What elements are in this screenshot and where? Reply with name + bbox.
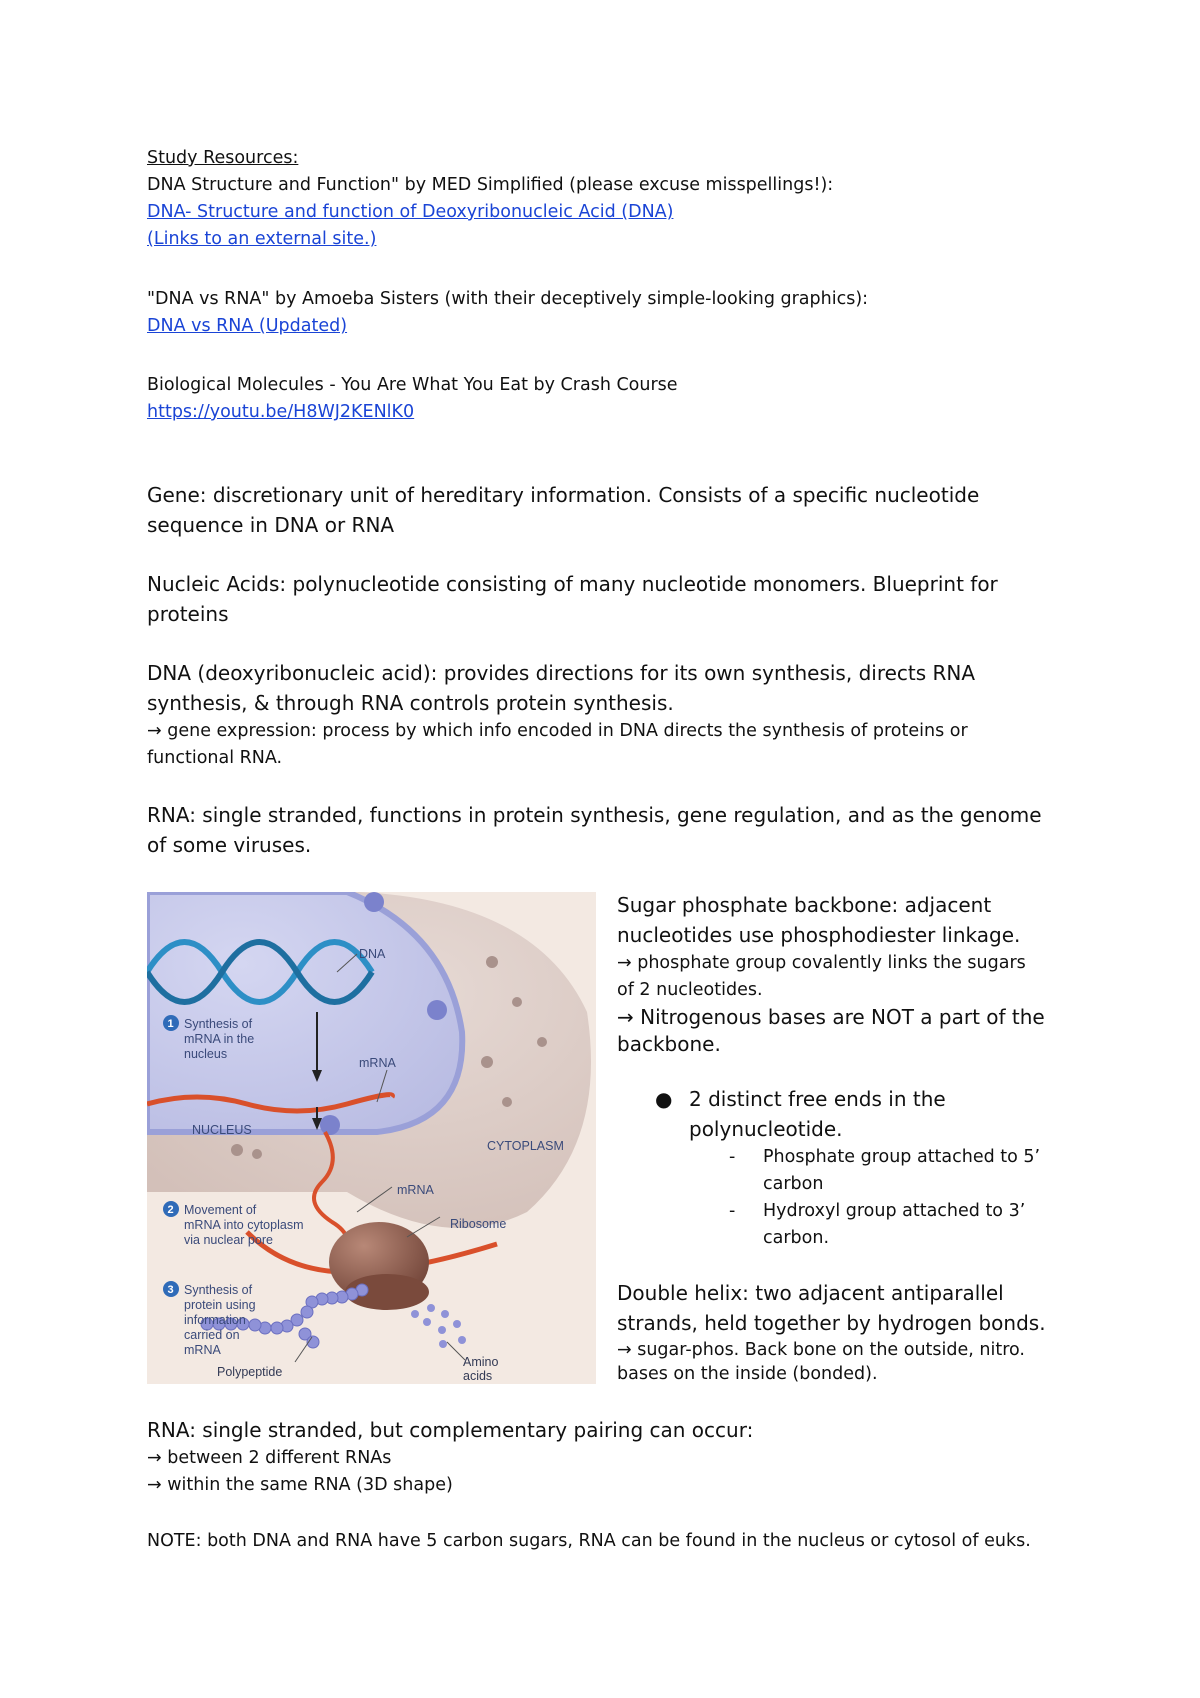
gene-expression-illustration [147,892,596,1384]
dash-marker: - [729,1201,736,1221]
side-backbone-sub2-line1: → Nitrogenous bases are NOT a part of the [617,1005,1045,1029]
step-2-number: 2 [167,1204,174,1216]
step-2-line3: via nuclear pore [184,1233,273,1247]
resources-heading: Study Resources: [147,148,299,168]
note-nucleic-acids [147,569,1067,629]
link-external-site[interactable]: (Links to an external site.) [147,229,377,249]
note-gene [147,480,1067,540]
bottom-note-line: NOTE: both DNA and RNA have 5 carbon sugars, RNA can be found in the nucleus or cytosol of euks. [147,1531,1031,1551]
dash-hydroxyl-line2: carbon. [763,1228,830,1248]
nuclear-pore [364,892,384,912]
label-mrna-nucleus: mRNA [359,1056,396,1070]
note-rna-pairing [147,1415,1067,1499]
step-2-line1: Movement of [184,1203,257,1217]
step-3-line2: protein using [184,1298,256,1312]
label-ribosome: Ribosome [450,1217,507,1231]
dash-hydroxyl [617,1198,1077,1252]
bullet-line2: polynucleotide. [689,1117,843,1141]
link-youtube[interactable]: https://youtu.be/H8WJ2KENlK0 [147,402,415,422]
nuclear-pore [427,1000,447,1020]
resource-line-crash-course: Biological Molecules - You Are What You Eat by Crash Course [147,375,678,395]
label-nucleus: NUCLEUS [192,1123,252,1137]
note-gene-line1: Gene: discretionary unit of hereditary information. Consists of a specific nucleotide [147,483,980,507]
nuclear-pore [320,1115,340,1135]
step-1-line2: mRNA in the [184,1032,255,1046]
note-nucleic-line1: Nucleic Acids: polynucleotide consisting of many nucleotide monomers. Blueprint for [147,572,998,596]
step-3-line1: Synthesis of [184,1283,253,1297]
step-3-line4: carried on [184,1328,240,1342]
label-cytoplasm: CYTOPLASM [487,1139,564,1153]
gene-expression-figure [147,892,596,1384]
link-dna-structure[interactable]: DNA- Structure and function of Deoxyribonucleic Acid (DNA) [147,202,674,222]
bottom-sub1: → between 2 different RNAs [147,1448,392,1468]
label-amino-line1: Amino [463,1355,499,1369]
note-nucleic-line2: proteins [147,602,229,626]
side-backbone-line2: nucleotides use phosphodiester linkage. [617,923,1021,947]
note-carbon-sugars [147,1528,1067,1555]
note-rna-line1: RNA: single stranded, functions in protein synthesis, gene regulation, and as the genome [147,803,1042,827]
bullet-dot: ● [655,1087,673,1111]
step-1-line1: Synthesis of [184,1017,253,1031]
side-helix-line2: strands, held together by hydrogen bonds. [617,1311,1046,1335]
bullet-line1: 2 distinct free ends in the [689,1087,946,1111]
note-rna-line2: of some viruses. [147,833,312,857]
bullet-free-ends [617,1084,1077,1144]
note-gene-line2: sequence in DNA or RNA [147,513,395,537]
side-backbone-sub2-line2: backbone. [617,1032,721,1056]
label-mrna-cytoplasm: mRNA [397,1183,434,1197]
label-amino-line2: acids [463,1369,493,1383]
side-helix-line1: Double helix: two adjacent antiparallel [617,1281,1004,1305]
bottom-sub2: → within the same RNA (3D shape) [147,1475,453,1495]
side-backbone-line1: Sugar phosphate backbone: adjacent [617,893,992,917]
step-3-line3: information [184,1313,246,1327]
label-dna: DNA [359,947,386,961]
resource-line-med: DNA Structure and Function" by MED Simplified (please excuse misspellings!): [147,175,834,195]
note-dna [147,658,1067,772]
side-helix-sub-line2: bases on the inside (bonded). [617,1364,878,1384]
dash-phosphate-line1: Phosphate group attached to 5’ [763,1147,1041,1167]
resource-line-amoeba: "DNA vs RNA" by Amoeba Sisters (with their deceptively simple-looking graphics): [147,289,869,309]
note-dna-line2: synthesis, & through RNA controls protein synthesis. [147,691,674,715]
side-double-helix [617,1278,1077,1338]
resource-amoeba [147,286,1067,340]
step-1-number: 1 [167,1018,174,1030]
note-rna [147,800,1067,860]
bottom-rna-line: RNA: single stranded, but complementary pairing can occur: [147,1418,754,1442]
step-2-line2: mRNA into cytoplasm [184,1218,304,1232]
dash-phosphate-line2: carbon [763,1174,824,1194]
link-dna-vs-rna[interactable]: DNA vs RNA (Updated) [147,316,348,336]
dash-phosphate [617,1144,1077,1198]
study-resources [147,145,1067,253]
step-1-line3: nucleus [184,1047,228,1061]
label-polypeptide: Polypeptide [217,1365,283,1379]
dash-marker: - [729,1147,736,1167]
note-dna-sub-line2: functional RNA. [147,748,283,768]
side-backbone-sub1-line2: of 2 nucleotides. [617,980,763,1000]
note-dna-sub-line1: → gene expression: process by which info encoded in DNA directs the synthesis of proteins or [147,721,968,741]
side-helix-sub-line1: → sugar-phos. Back bone on the outside, nitro. [617,1340,1025,1360]
step-3-number: 3 [167,1284,174,1296]
side-backbone-sub1-line1: → phosphate group covalently links the sugars [617,953,1026,973]
step-3-line5: mRNA [184,1343,221,1357]
note-dna-line1: DNA (deoxyribonucleic acid): provides directions for its own synthesis, directs RNA [147,661,976,685]
side-notes [617,890,1077,1386]
dash-hydroxyl-line1: Hydroxyl group attached to 3’ [763,1201,1026,1221]
resource-crash-course [147,372,1067,426]
